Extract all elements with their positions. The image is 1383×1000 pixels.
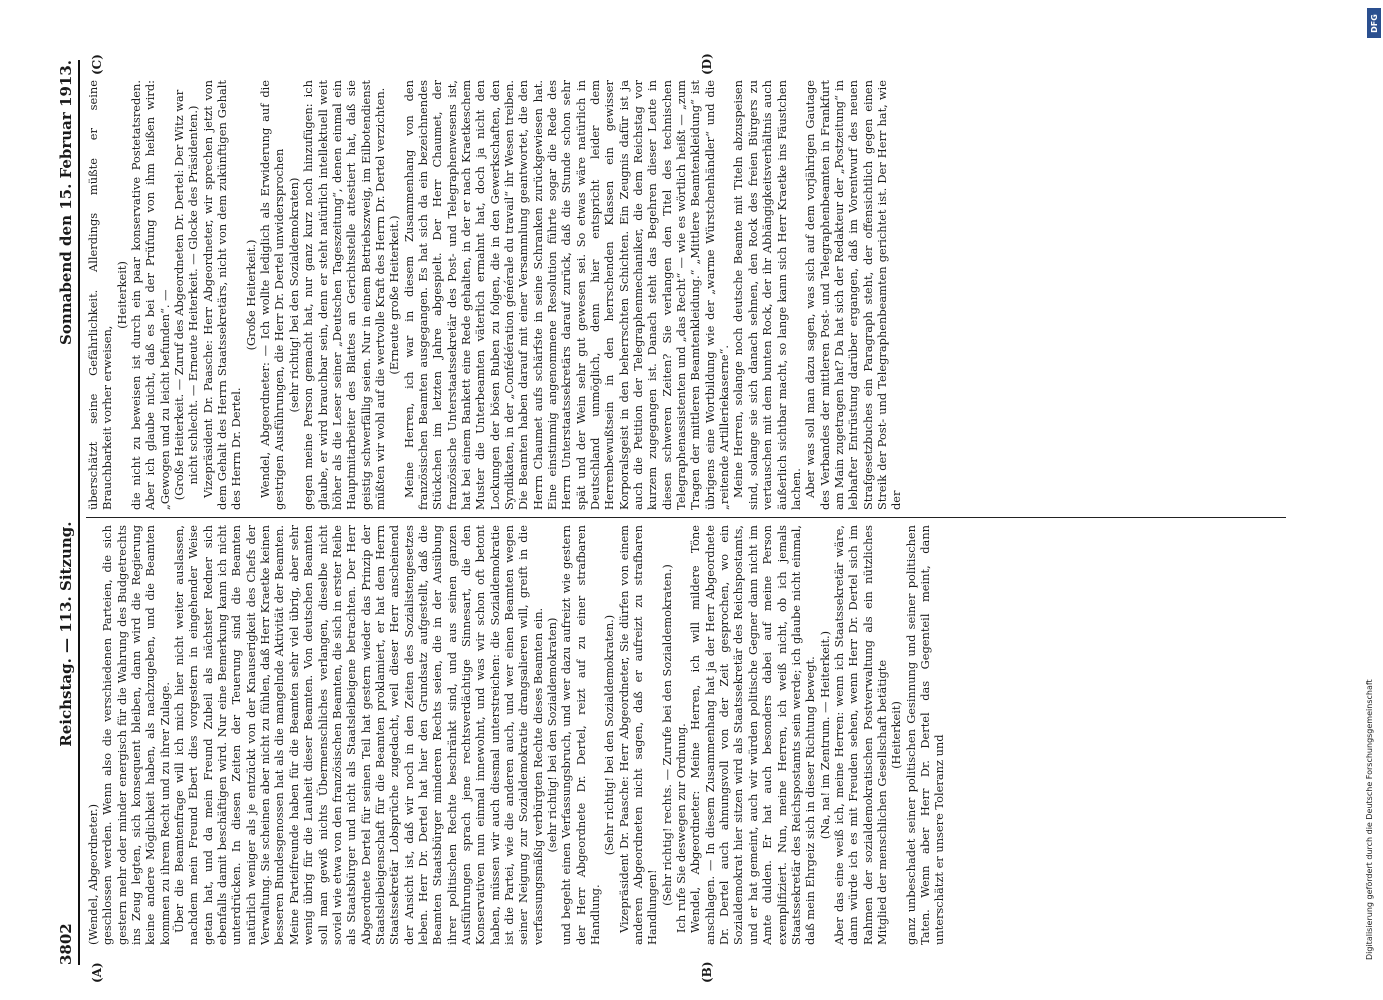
page-number: 3802	[57, 923, 75, 965]
interjection: (Sehr richtig! bei den Sozialdemokraten.)	[602, 614, 617, 856]
interjection: (sehr richtig! bei den Sozialdemokraten)	[286, 177, 301, 413]
dfg-logo: DFG	[1367, 8, 1381, 38]
paragraph: Aber was soll man dazu sagen, was sich auf dem vorjährigen Gautage des Verbandes der mittleren Post- und Telegraphenbeamten in Frankfurt am Main zugetragen hat? Da hat sich der Redakteur der „Postzeitung“ in lebhafter Entrüstung darüber ergangen, daß im Vorentwurf des neuen Strafgesetzbuches ein Paragraph steht, der offensichtlich gegen einen Streik der Post- und Telegraphenbeamten gerichtet ist. Der Herr hat, wie der	[803, 80, 904, 510]
session-date: Sonnabend den 15. Februar 1913.	[57, 60, 75, 345]
interjection: (Große Heiterkeit.)	[243, 239, 258, 351]
margin-mark-d: (D)	[700, 53, 714, 75]
paragraph: und begeht einen Verfassungsbruch, und wer dazu aufreizt wie gestern der Herr Abgeordnete Dr. Dertel, reizt auf zu einer strafbaren Handlung.	[559, 525, 603, 945]
paragraph: Meine Herren, solange noch deutsche Beamte mit Titeln abzuspeisen sind, solange sie sich danach sehnen, den Rock des freien Bürgers zu vertauschen mit dem bunten Rock, der ihr Abhängigkeitsverhältnis auch äußerlich sichtbar macht, so lange kann sich Herr Kraetke ins Fäustchen lachen.	[731, 80, 803, 510]
left-column	[86, 525, 1296, 945]
paragraph: geschlossen werden. Wenn also die verschiedenen Parteien, die sich gestern mehr oder minder energisch für die Wahrung des Budgetrechts ins Zeug legten, sich konsequent bleiben, dann wird die Regierung keine andere Möglichkeit haben, als nachzugeben, und die Beamten kommen zu ihrem Recht und zu ihrer Zulage.	[100, 525, 172, 945]
paragraph: Wendel, Abgeordneter: — Ich wollte lediglich als Erwiderung auf die gestrigen Ausführungen, die Herr Dr. Dertel unwidersprochen	[258, 80, 287, 510]
digitization-credit	[1362, 0, 1382, 1000]
interjection: (Große Heiterkeit. — Zuruf des Abgeordneten Dr. Dertel: Der Witz war nicht schlecht. — Erneute Heiterkeit. — Glocke des Präsidenten.)	[172, 89, 201, 501]
interjection: (Erneute große Heiterkeit.)	[387, 215, 402, 375]
interjection: (Na, na! im Zentrum. — Heiterkeit.)	[817, 630, 832, 840]
session-title: Reichstag. — 113. Sitzung.	[57, 521, 75, 747]
page-header	[50, 60, 80, 965]
right-column	[86, 80, 1296, 510]
paragraph: Ich rufe Sie deswegen zur Ordnung.	[674, 723, 689, 933]
paragraph: Aber das eine weiß ich, meine Herren: wenn ich Staatssekretär wäre, dann würde ich es mit Freuden sehen, wenn Herr Dr. Dertel sich im Rahmen der sozialdemokratischen Postverwaltung als ein nützliches Mitglied der menschlichen Gesellschaft betätigte	[831, 525, 889, 945]
paragraph: überschätzt seine Gefährlichkeit. Allerdings müßte er seine Brauchbarkeit vorher erweisen,	[86, 80, 115, 510]
interjection: (Sehr richtig! rechts. — Zurufe bei den Sozialdemokraten.)	[659, 564, 674, 906]
paragraph: ganz unbeschadet seiner politischen Gesinnung und seiner politischen Taten. Wenn aber Herr Dr. Dertel das Gegenteil meint, dann unterschätzt er unsere Toleranz und	[903, 525, 947, 945]
paragraph: Vizepräsident Dr. Paasche: Herr Abgeordneter, Sie dürfen von einem anderen Abgeordneten nicht sagen, daß er aufreizt zu strafbaren Handlungen!	[616, 525, 660, 945]
newspaper-page	[50, 53, 1305, 983]
paragraph: (Wendel, Abgeordneter.)	[86, 803, 100, 945]
paragraph: gegen meine Person gemacht hat, nur ganz kurz noch hinzufügen: ich glaube, er wird brauchbar sein, denn er steht natürlich intellektuell weit höher als die Leser seiner „Deutschen Tageszeitung“, denen einmal ein Hauptmitarbeiter des Blattes an Gerichtsstelle attestiert hat, daß sie geistig schwerfällig seien. Nur in einem Betriebszweig, im Eilbotendienst müßten wir wohl auf die wertvolle Kraft des Herrn Dr. Dertel verzichten.	[301, 80, 387, 510]
paragraph: Wendel, Abgeordneter: Meine Herren, ich will mildere Töne anschlagen. — In diesem Zusammenhang hat ja der Herr Abgeordnete Dr. Dertel auch ahnungsvoll von der Zeit gesprochen, wo ein Sozialdemokrat hier sitzen wird als Staatssekretär des Reichspostamts, und er hat gemeint, auch wir würden politische Gegner dann nicht im Amte dulden. Er hat auch besonders dabei auf meine Person exemplifiziert. Nun, meine Herren, ich weiß nicht, ob ich jemals Staatssekretär des Reichspostamts sein werde; ich glaube nicht einmal, daß mein Ehrgeiz sich in dieser Richtung bewegt.	[688, 525, 818, 945]
interjection: (Heiterkeit)	[114, 261, 129, 329]
margin-mark-a: (A)	[90, 962, 104, 983]
interjection: (sehr richtig! bei den Sozialdemokraten)	[545, 617, 559, 853]
column-divider	[86, 517, 1286, 518]
paragraph: Über die Beamtenfrage will ich mich hier nicht weiter auslassen, nachdem mein Freund Ebert dies vorgestern in eingehender Weise getan hat, und da mein Freund Zubeil als nächster Redner sich ebenfalls damit beschäftigen wird. Nur eine Bemerkung kann ich nicht unterdrücken. In diesen Zeiten der Teuerung sind die Beamten natürlich weniger als je entzückt von der Knauserigkeit des Chefs der Verwaltung. Sie scheinen aber nicht zu fühlen, daß Herr Kraetke keinen besseren Bundesgenossen hat als die mangelnde Aktivität der Beamten. Meine Parteifreunde haben für die Beamten sehr viel übrig, aber sehr wenig übrig für die Lauheit dieser Beamten. Von deutschen Beamten soll man gewiß nichts Übermenschliches verlangen, dieselbe nicht soviel wie etwa von den französischen Beamten, die sich in erster Reihe als Staatsbürger und nicht als Staatsleibeigene betrachten. Der Herr Abgeordnete Dertel für seinen Teil hat gestern wieder das Prinzip der Staatsleibeigenschaft für die Beamten proklamiert, er hat dem Herrn Staatssekretär Lobsprüche zugedacht, weil dieser Herr anscheinend der Ansicht ist, daß wir noch in den Zeiten des Sozialistengesetzes leben. Herr Dr. Dertel hat hier den Grundsatz aufgestellt, daß die Beamten Staatsbürger minderen Rechts seien, die in der Ausübung ihrer politischen Rechte beschränkt sind, und aus seinen ganzen Ausführungen sprach jene rechtsverdächtige Sinnesart, die den Konservativen nun einmal innewohnt, und was wir schon oft betont haben, müssen wir auch diesmal unterstreichen: die Sozialdemokratie ist die Partei, wie die anderen auch, und wer einen Beamten wegen seiner Neigung zur Sozialdemokratie drangsalieren will, greift in die verfassungsmäßig verbürgten Rechte dieses Beamten ein.	[172, 525, 545, 945]
paragraph: Vizepräsident Dr. Paasche: Herr Abgeordneter, wir sprechen jetzt von dem Gehalt des Herrn Staatssekretärs, nicht von dem zukünftigen Gehalt des Herrn Dr. Dertel.	[200, 80, 244, 510]
credit-text: Digitalisierung gefördert durch die Deutsche Forschungsgemeinschaft	[1365, 679, 1374, 960]
paragraph: Meine Herren, ich war in diesem Zusammenhang von den französischen Beamten ausgegangen. Es hat sich da ein bezeichnendes Stückchen im letzten Jahre abgespielt. Der Herr Chaumet, der französische Unterstaatssekretär des Post- und Telegraphenwesens ist, hat bei einem Bankett eine Rede gehalten, in der er nach Kraetkeschem Muster die Unterbeamten väterlich ermahnt hat, doch ja nicht den Lockungen der bösen Buben zu folgen, die in den Gewerkschaften, den Syndikaten, in der „Confédération générale du travail“ ihr Wesen treiben. Die Beamten haben darauf mit einer Versammlung geantwortet, die den Herrn Chaumet aufs schärfste in seine Schranken zurückgewiesen hat. Eine einstimmig angenommene Resolution führte sogar die Rede des Herrn Unterstaatssekretärs darauf zurück, daß die Stunde schon sehr spät und der Wein sehr gut gewesen sei. So etwas wäre natürlich in Deutschland unmöglich, denn hier entspricht leider dem Herrenbewußtsein in den herrschenden Klassen ein gewisser Korporalsgeist in den beherrschten Schichten. Ein Zeugnis dafür ist ja auch die Petition der Telegraphenmechaniker, die dem Reichstag vor kurzem zugegangen ist. Danach steht das Begehren dieser Leute in diesen schweren Zeiten? Sie verlangen den Titel des technischen Telegraphenassistenten und „das Recht“ — wie es wörtlich heißt — „zum Tragen der mittleren Beamtenkleidung.“ „Mittlere Beamtenkleidung“ ist übrigens eine Wortbildung wie der „warme Würstchenhändler“ und die „reitende Artilleriekaserne“.	[401, 80, 732, 510]
interjection: (Heiterkeit)	[889, 701, 904, 769]
margin-mark-c: (C)	[90, 54, 104, 75]
paragraph: die nicht zu beweisen ist durch ein paar konservative Postetatsreden. Aber ich glaube nicht, daß es bei der Prüfung von ihm heißen wird: „Gewogen und zu leicht befunden“. —	[129, 80, 172, 510]
margin-mark-b: (B)	[700, 961, 714, 983]
